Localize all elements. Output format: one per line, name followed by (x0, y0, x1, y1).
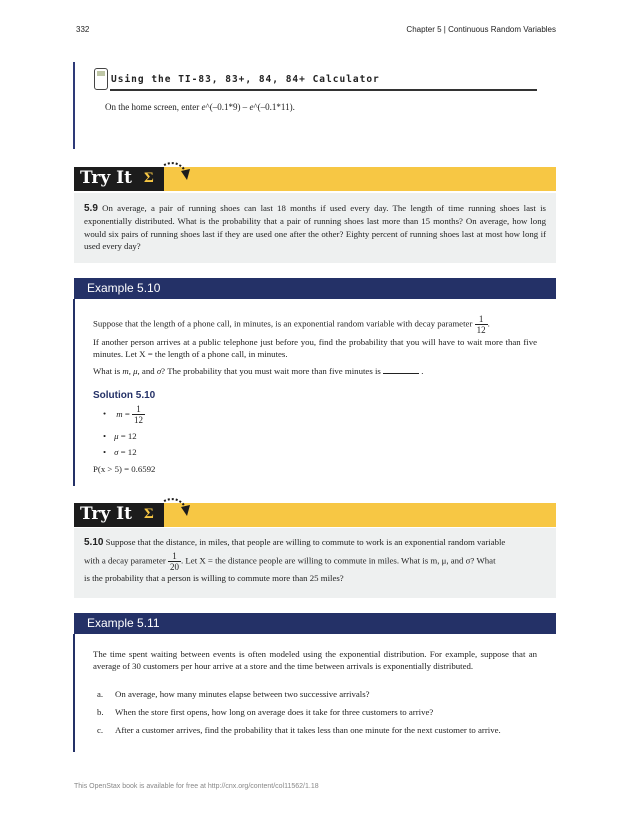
sigma-icon: Σ (144, 506, 154, 522)
calculator-icon (94, 68, 108, 90)
fraction: $\frac{1}{12}$ (476, 314, 486, 335)
solution-title: Solution 5.10 (93, 390, 156, 401)
sigma-icon: Σ (144, 170, 154, 186)
example-paragraph-2: If another person arrives at a public telephone just before you, find the probability that you will have to wait more than five minutes. Let X = the length of a phone call, in minutes. (93, 337, 537, 359)
example-paragraph-3: What is m, μ, and σ? The probability that you must wait more than five minutes is . (93, 366, 424, 376)
tryit-label: Try It (80, 168, 132, 188)
solution-answer: P(x > 5) = 0.6592 (93, 464, 156, 474)
tryit-exercise (74, 193, 556, 252)
list-item: a. On average, how many minutes elapse between two successive arrivals? (97, 689, 370, 699)
calculator-instruction: On the home screen, enter e^(–0.1*9) – e^(–0.1*11). (105, 102, 295, 112)
example-header (74, 613, 556, 634)
solution-bullet-m: • m = $\frac{1}{12}$ (103, 404, 144, 425)
example-title: Example 5.10 (87, 281, 161, 295)
fraction: $\frac{1}{12}$ (134, 404, 144, 425)
list-item: c. After a customer arrives, find the probability that it takes less than one minute for the next customer to arrive. (97, 725, 501, 735)
exercise-number: 5.10 (84, 537, 104, 548)
exercise-number: 5.9 (84, 203, 98, 214)
tryit-panel (74, 193, 556, 263)
calculator-title-rule (110, 89, 537, 91)
tryit-panel (74, 528, 556, 598)
footer-note: This OpenStax book is available for free at http://cnx.org/content/col11562/1.18 (74, 783, 319, 790)
example-title: Example 5.11 (87, 616, 160, 630)
tryit-label: Try It (80, 504, 132, 524)
example-intro: The time spent waiting between events is often modeled using the exponential distribution. For example, suppose that an average of 30 customers per hour arrive at a store and the time between arrivals is exponentially distributed. (93, 649, 537, 671)
calculator-section-title: Using the TI-83, 83+, 84, 84+ Calculator (111, 74, 380, 85)
tryit-exercise-line-2: with a decay parameter $\frac{1}{20}$ . Let X = the distance people are willing to commute in miles. What is m, μ, and σ? What (84, 551, 496, 572)
page-number: 332 (76, 25, 90, 34)
exercise-text: On average, a pair of running shoes can last 18 months if used every day. The length of time running shoes last is exponentially distributed. What is the probability that a pair of running shoes last more than 15 months? On average, how long would six pairs of running shoes last if they are used one after the other? Eighty percent of running shoes last at most how long if used every day? (84, 203, 546, 251)
tryit-label-box (74, 503, 164, 527)
curved-arrow-icon (162, 496, 192, 522)
example-side-rule (73, 299, 75, 486)
solution-bullet-mu: • μ = 12 (103, 431, 137, 441)
answer-blank (383, 373, 419, 374)
tryit-exercise: 5.10 Suppose that the distance, in miles, that people are willing to commute to work is an exponential random variable (84, 537, 506, 548)
calculator-side-rule (73, 62, 75, 149)
chapter-title: Chapter 5 | Continuous Random Variables (406, 25, 556, 34)
solution-bullet-sigma: • σ = 12 (103, 447, 137, 457)
question-list (95, 688, 537, 742)
example-header (74, 278, 556, 299)
fraction: $\frac{1}{20}$ (170, 551, 180, 572)
example-paragraph-1: Suppose that the length of a phone call, in minutes, is an exponential random variable with decay parameter $\frac{1}{12}$ . (93, 314, 490, 335)
list-item: b. When the store first opens, how long on average does it take for three customers to arrive? (97, 707, 434, 717)
example-side-rule (73, 634, 75, 752)
tryit-exercise-line-3: is the probability that a person is willing to commute more than 25 miles? (84, 573, 344, 583)
curved-arrow-icon (162, 160, 192, 186)
tryit-label-box (74, 167, 164, 191)
